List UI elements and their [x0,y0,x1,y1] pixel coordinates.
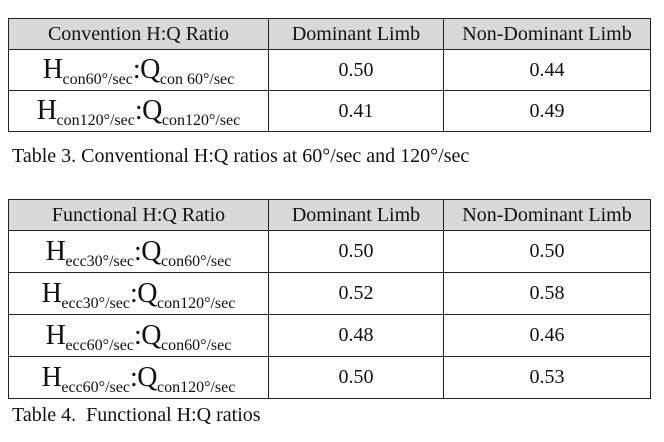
quadriceps-symbol: Q [140,54,160,85]
table-4-caption: Table 4. Functional H:Q ratios [12,404,261,426]
ratio-expression [45,235,232,270]
ratio-cell [9,91,269,132]
dominant-limb-value: 0.50 [269,50,444,91]
dominant-limb-value: 0.50 [269,231,444,273]
table-row [9,273,651,315]
conventional-ratio-table [8,18,651,132]
ratio-expression [41,361,236,396]
non-dominant-limb-value: 0.58 [444,273,651,315]
ratio-separator: : [132,54,141,85]
ratio-cell [9,273,269,315]
ratio-cell [9,357,269,399]
table-row [9,50,651,91]
non-dominant-limb-value: 0.46 [444,315,651,357]
ratio-expression [41,277,236,312]
column-header-non-dominant-limb: Non-Dominant Limb [444,200,651,231]
table-row [9,91,651,132]
quadriceps-subscript: con60°/sec [160,336,232,354]
ratio-expression [45,319,232,354]
table-header-row [9,19,651,50]
ratio-separator: : [133,235,142,267]
hamstring-symbol: H [41,277,62,309]
dominant-limb-value: 0.50 [269,357,444,399]
hamstring-subscript: con60°/sec [62,71,133,88]
ratio-expression [36,95,241,129]
hamstring-symbol: H [41,361,62,393]
quadriceps-subscript: con120°/sec [156,378,236,396]
ratio-separator: : [129,361,138,393]
hamstring-subscript: ecc60°/sec [65,336,134,354]
column-header-ratio: Functional H:Q Ratio [9,200,269,231]
column-header-ratio: Convention H:Q Ratio [9,19,269,50]
ratio-cell [9,315,269,357]
table-3-caption: Table 3. Conventional H:Q ratios at 60°/sec and 120°/sec [12,145,470,167]
hamstring-symbol: H [45,319,66,351]
column-header-non-dominant-limb: Non-Dominant Limb [444,19,651,50]
dominant-limb-value: 0.52 [269,273,444,315]
table-row [9,231,651,273]
non-dominant-limb-value: 0.44 [444,50,651,91]
hamstring-subscript: ecc30°/sec [61,294,130,312]
quadriceps-subscript: con60°/sec [160,252,232,270]
hamstring-subscript: ecc30°/sec [65,252,134,270]
table-row [9,357,651,399]
quadriceps-subscript: con120°/sec [156,294,236,312]
ratio-separator: : [134,95,143,126]
ratio-cell [9,231,269,273]
non-dominant-limb-value: 0.49 [444,91,651,132]
ratio-separator: : [129,277,138,309]
ratio-separator: : [133,319,142,351]
quadriceps-subscript: con120°/sec [161,112,241,129]
dominant-limb-value: 0.48 [269,315,444,357]
hamstring-symbol: H [42,54,63,85]
quadriceps-symbol: Q [141,319,161,351]
column-header-dominant-limb: Dominant Limb [269,200,444,231]
quadriceps-symbol: Q [142,95,162,126]
functional-ratio-table [8,199,651,399]
table-row [9,315,651,357]
hamstring-symbol: H [45,235,66,267]
dominant-limb-value: 0.41 [269,91,444,132]
non-dominant-limb-value: 0.53 [444,357,651,399]
ratio-expression [42,54,235,88]
non-dominant-limb-value: 0.50 [444,231,651,273]
quadriceps-subscript: con 60°/sec [159,71,235,88]
quadriceps-symbol: Q [141,235,161,267]
hamstring-subscript: con120°/sec [56,112,135,129]
quadriceps-symbol: Q [137,277,157,309]
quadriceps-symbol: Q [137,361,157,393]
hamstring-subscript: ecc60°/sec [61,378,130,396]
ratio-cell [9,50,269,91]
table-header-row [9,200,651,231]
column-header-dominant-limb: Dominant Limb [269,19,444,50]
hamstring-symbol: H [36,95,57,126]
